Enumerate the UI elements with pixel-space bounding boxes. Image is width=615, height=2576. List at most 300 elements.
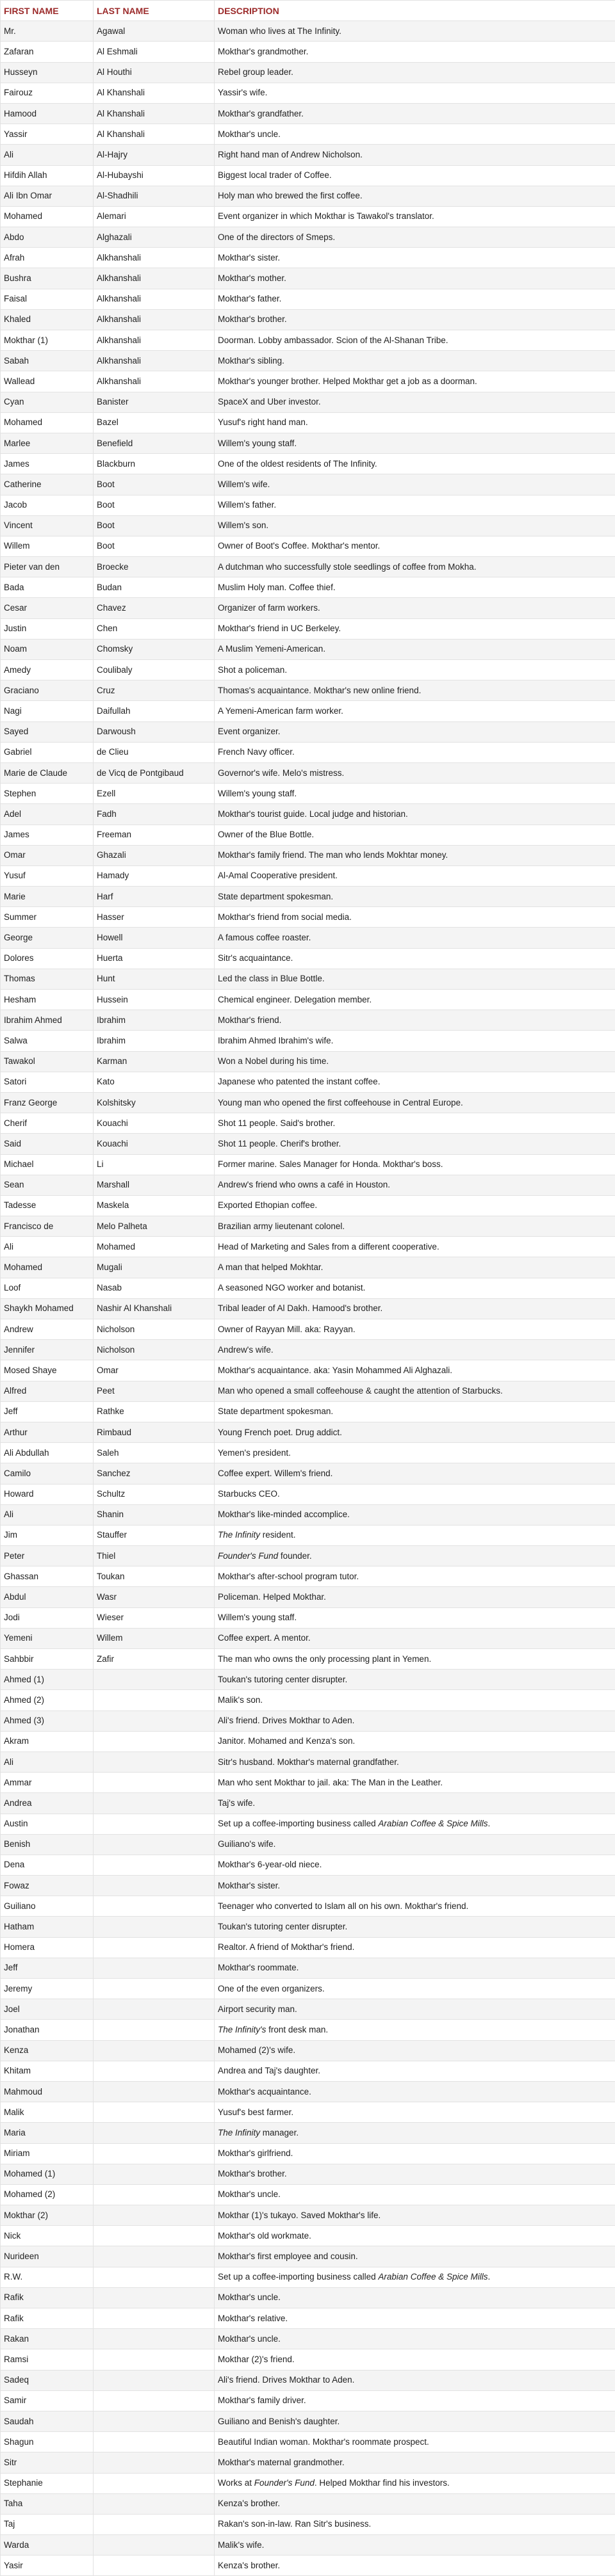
description-cell: Mokthar's grandmother. [215,42,615,62]
table-row [1,721,615,742]
table-row [1,969,615,989]
table-row [1,103,615,124]
last-name-cell [94,1731,215,1751]
description-cell: Owner of Boot's Coffee. Mokthar's mentor. [215,536,615,556]
table-row [1,1607,615,1628]
last-name-cell [94,2081,215,2102]
last-name-cell: Melo Palheta [94,1216,215,1237]
table-row [1,2246,615,2267]
table-row [1,1401,615,1422]
first-name-cell: Cesar [1,598,94,618]
description-cell: Tribal leader of Al Dakh. Hamood's brother. [215,1298,615,1319]
first-name-cell: Taj [1,2514,94,2534]
description-cell: Mokthar's roommate. [215,1958,615,1978]
description-cell: Sitr's husband. Mokthar's maternal grandfather. [215,1751,615,1772]
last-name-cell: Al Khanshali [94,103,215,124]
description-cell: Mokthar's grandfather. [215,103,615,124]
last-name-cell: Marshall [94,1175,215,1195]
description-cell: Man who sent Mokthar to jail. aka: The Man in the Leather. [215,1773,615,1793]
description-cell: Mokthar's friend. [215,1010,615,1031]
description-cell: Mokthar's acquaintance. [215,2081,615,2102]
table-row [1,1051,615,1072]
table-row [1,557,615,577]
table-row [1,1031,615,1051]
last-name-cell: Mugali [94,1257,215,1278]
last-name-cell: Zafir [94,1649,215,1670]
description-cell: Ibrahim Ahmed Ibrahim's wife. [215,1031,615,1051]
description-cell: Willem's young staff. [215,433,615,453]
table-row [1,1340,615,1360]
table-row [1,598,615,618]
first-name-cell: Alfred [1,1381,94,1401]
table-row [1,248,615,268]
italic-title: The Infinity's [218,2025,266,2034]
last-name-cell: Alkhanshali [94,371,215,392]
description-cell: Willem's wife. [215,474,615,495]
last-name-cell: Ezell [94,784,215,804]
first-name-cell: Ali [1,145,94,165]
table-row [1,392,615,412]
first-name-cell: Yemeni [1,1628,94,1648]
table-row [1,1113,615,1134]
first-name-cell: Vincent [1,515,94,536]
description-cell: Andrea and Taj's daughter. [215,2061,615,2081]
table-row [1,1504,615,1525]
last-name-cell: Chen [94,618,215,639]
description-cell: Chemical engineer. Delegation member. [215,990,615,1010]
last-name-cell: Peet [94,1381,215,1401]
table-row [1,1979,615,1999]
first-name-cell: R.W. [1,2267,94,2287]
description-cell: Exported Ethopian coffee. [215,1195,615,1216]
first-name-cell: Mosed Shaye [1,1360,94,1381]
italic-title: Founder's Fund [254,2478,315,2488]
last-name-cell: Boot [94,515,215,536]
first-name-cell: Adel [1,804,94,825]
description-cell: Former marine. Sales Manager for Honda. Mokthar's boss. [215,1154,615,1175]
last-name-cell: Al-Shadhili [94,186,215,206]
last-name-cell: Alkhanshali [94,351,215,371]
first-name-cell: Hatham [1,1917,94,1937]
table-row [1,639,615,659]
first-name-cell: Kenza [1,2040,94,2061]
last-name-cell [94,1690,215,1711]
first-name-cell: James [1,454,94,474]
table-row [1,1670,615,1690]
first-name-cell: Ahmed (3) [1,1711,94,1731]
first-name-cell: Ibrahim Ahmed [1,1010,94,1031]
last-name-cell [94,2349,215,2370]
last-name-cell: Cruz [94,680,215,701]
description-cell: Young man who opened the first coffeehouse in Central Europe. [215,1092,615,1113]
first-name-cell: Loof [1,1278,94,1298]
last-name-cell: Chavez [94,598,215,618]
last-name-header: LAST NAME [94,1,215,21]
last-name-cell: Ibrahim [94,1010,215,1031]
description-cell: Mokthar's uncle. [215,2287,615,2308]
first-name-cell: Sadeq [1,2370,94,2390]
last-name-cell: Wasr [94,1587,215,1607]
last-name-cell: Budan [94,577,215,598]
italic-title: Arabian Coffee & Spice Mills [378,1819,488,1828]
last-name-cell: Broecke [94,557,215,577]
table-row [1,2123,615,2143]
description-cell: Policeman. Helped Mokthar. [215,1587,615,1607]
description-cell: Yusuf's best farmer. [215,2102,615,2123]
description-cell: Mokthar's friend from social media. [215,907,615,928]
last-name-cell: Saleh [94,1443,215,1463]
first-name-cell: Mohamed [1,206,94,227]
last-name-cell [94,1979,215,1999]
description-cell: Set up a coffee-importing business called Arabian Coffee & Spice Mills. [215,2267,615,2287]
last-name-cell: Schultz [94,1484,215,1504]
description-cell: Teenager who converted to Islam all on his own. Mokthar's friend. [215,1896,615,1917]
table-row [1,454,615,474]
last-name-cell: Howell [94,928,215,948]
first-name-cell: Dolores [1,948,94,969]
table-row [1,845,615,865]
last-name-cell: Wieser [94,1607,215,1628]
table-row [1,2473,615,2493]
last-name-cell [94,1937,215,1958]
last-name-cell [94,2308,215,2329]
first-name-cell: Faisal [1,289,94,309]
last-name-cell: Rathke [94,1401,215,1422]
first-name-cell: Mohamed (2) [1,2184,94,2205]
table-row [1,227,615,248]
description-cell: A Yemeni-American farm worker. [215,701,615,721]
first-name-cell: Rakan [1,2329,94,2349]
table-row [1,1010,615,1031]
first-name-cell: Andrea [1,1793,94,1814]
first-name-cell: Joel [1,1999,94,2020]
first-name-cell: Jeff [1,1958,94,1978]
description-cell: Mokthar (2)'s friend. [215,2349,615,2370]
first-name-cell: Ali [1,1504,94,1525]
table-row [1,330,615,351]
last-name-cell [94,1814,215,1834]
description-cell: Set up a coffee-importing business called Arabian Coffee & Spice Mills. [215,1814,615,1834]
description-cell: Mokthar's brother. [215,2164,615,2184]
table-row [1,1917,615,1937]
first-name-cell: Marie [1,887,94,907]
description-cell: Mokthar's relative. [215,2308,615,2329]
description-cell: Yassir's wife. [215,83,615,103]
last-name-cell [94,2040,215,2061]
first-name-cell: Jeff [1,1401,94,1422]
last-name-cell: Boot [94,474,215,495]
first-name-cell: Cyan [1,392,94,412]
description-cell: Mokthar's first employee and cousin. [215,2246,615,2267]
first-name-cell: Shaykh Mohamed [1,1298,94,1319]
first-name-cell: Guiliano [1,1896,94,1917]
table-row [1,2452,615,2473]
italic-title: The Infinity [218,2128,260,2137]
first-name-cell: Willem [1,536,94,556]
table-row [1,2493,615,2514]
description-cell: Andrew's friend who owns a café in Houston. [215,1175,615,1195]
last-name-cell: Omar [94,1360,215,1381]
last-name-cell: Boot [94,536,215,556]
last-name-cell: Kouachi [94,1134,215,1154]
last-name-cell: Kato [94,1072,215,1092]
description-cell: One of the even organizers. [215,1979,615,1999]
last-name-cell: Agawal [94,21,215,42]
first-name-cell: Michael [1,1154,94,1175]
first-name-cell: Gabriel [1,742,94,762]
first-name-cell: Rafik [1,2287,94,2308]
last-name-cell: Huerta [94,948,215,969]
table-row [1,83,615,103]
description-cell: Head of Marketing and Sales from a different cooperative. [215,1237,615,1257]
description-cell: Rebel group leader. [215,62,615,83]
last-name-cell [94,2205,215,2226]
description-cell: Mokthar's like-minded accomplice. [215,1504,615,1525]
table-row [1,660,615,680]
first-name-cell: Akram [1,1731,94,1751]
first-name-cell: Arthur [1,1422,94,1442]
italic-title: The Infinity [218,1530,260,1540]
first-name-cell: Miriam [1,2143,94,2164]
last-name-cell: Boot [94,495,215,515]
first-name-cell: Saudah [1,2411,94,2431]
last-name-cell: Maskela [94,1195,215,1216]
table-row [1,1855,615,1875]
last-name-cell [94,1855,215,1875]
table-row [1,536,615,556]
table-row [1,62,615,83]
description-cell: Mokthar (1)'s tukayo. Saved Mokthar's life. [215,2205,615,2226]
last-name-cell: Nicholson [94,1340,215,1360]
description-cell: Japanese who patented the instant coffee. [215,1072,615,1092]
description-cell: A dutchman who successfully stole seedlings of coffee from Mokha. [215,557,615,577]
last-name-cell: de Clieu [94,742,215,762]
table-row [1,2184,615,2205]
first-name-cell: Homera [1,1937,94,1958]
description-cell: A seasoned NGO worker and botanist. [215,1278,615,1298]
description-cell: Holy man who brewed the first coffee. [215,186,615,206]
first-name-cell: Bushra [1,268,94,289]
first-name-cell: Graciano [1,680,94,701]
last-name-cell: Daifullah [94,701,215,721]
first-name-cell: Catherine [1,474,94,495]
last-name-cell [94,2493,215,2514]
table-row [1,2349,615,2370]
last-name-cell: Banister [94,392,215,412]
first-name-cell: Justin [1,618,94,639]
table-row [1,289,615,309]
header-row [1,1,615,21]
description-cell: Mokthar's sister. [215,248,615,268]
last-name-cell: Toukan [94,1566,215,1587]
last-name-cell: Bazel [94,412,215,433]
table-row [1,1999,615,2020]
last-name-cell [94,2020,215,2040]
table-row [1,1092,615,1113]
description-cell: Mokthar's tourist guide. Local judge and historian. [215,804,615,825]
first-name-cell: James [1,825,94,845]
first-name-cell: Malik [1,2102,94,2123]
first-name-cell: Ahmed (1) [1,1670,94,1690]
table-row [1,2226,615,2246]
first-name-cell: Mohamed [1,412,94,433]
last-name-cell: Alemari [94,206,215,227]
last-name-cell [94,2143,215,2164]
italic-title: Founder's Fund [218,1551,278,1561]
last-name-cell: Coulibaly [94,660,215,680]
last-name-cell [94,2287,215,2308]
description-cell: Mokthar's family driver. [215,2390,615,2411]
last-name-cell: de Vicq de Pontgibaud [94,762,215,783]
last-name-cell [94,2535,215,2556]
table-row [1,1257,615,1278]
table-row [1,1566,615,1587]
table-row [1,1834,615,1855]
last-name-cell [94,1711,215,1731]
table-row [1,412,615,433]
first-name-cell: Yasir [1,2556,94,2576]
last-name-cell [94,1876,215,1896]
first-name-cell: Hamood [1,103,94,124]
last-name-cell: Ibrahim [94,1031,215,1051]
description-cell: Mokthar's friend in UC Berkeley. [215,618,615,639]
table-row [1,515,615,536]
last-name-cell: Mohamed [94,1237,215,1257]
description-cell: Founder's Fund founder. [215,1546,615,1566]
table-row [1,948,615,969]
first-name-cell: Pieter van den [1,557,94,577]
first-name-cell: Thomas [1,969,94,989]
table-row [1,1773,615,1793]
first-name-cell: Ali Abdullah [1,1443,94,1463]
description-cell: Janitor. Mohamed and Kenza's son. [215,1731,615,1751]
description-cell: Right hand man of Andrew Nicholson. [215,145,615,165]
description-cell: Starbucks CEO. [215,1484,615,1504]
table-row [1,1690,615,1711]
first-name-cell: Tadesse [1,1195,94,1216]
first-name-cell: Husseyn [1,62,94,83]
last-name-cell: Stauffer [94,1525,215,1545]
description-cell: SpaceX and Uber investor. [215,392,615,412]
table-row [1,1195,615,1216]
first-name-cell: Afrah [1,248,94,268]
table-body [1,21,615,2576]
description-cell: Shot a policeman. [215,660,615,680]
table-row [1,2081,615,2102]
description-cell: Doorman. Lobby ambassador. Scion of the Al-Shanan Tribe. [215,330,615,351]
description-cell: Brazilian army lieutenant colonel. [215,1216,615,1237]
last-name-cell [94,2226,215,2246]
table-row [1,124,615,145]
table-row [1,1958,615,1978]
description-cell: Mokthar's girlfriend. [215,2143,615,2164]
table-row [1,2411,615,2431]
last-name-cell: Nashir Al Khanshali [94,1298,215,1319]
last-name-cell: Al-Hubayshi [94,165,215,186]
first-name-header: FIRST NAME [1,1,94,21]
table-row [1,1711,615,1731]
description-cell: Owner of Rayyan Mill. aka: Rayyan. [215,1319,615,1340]
last-name-cell: Kouachi [94,1113,215,1134]
last-name-cell: Alghazali [94,227,215,248]
first-name-cell: Franz George [1,1092,94,1113]
table-row [1,2040,615,2061]
last-name-cell: Hasser [94,907,215,928]
table-row [1,1278,615,1298]
last-name-cell: Alkhanshali [94,268,215,289]
table-row [1,825,615,845]
description-cell: Malik's son. [215,1690,615,1711]
description-cell: Al-Amal Cooperative president. [215,865,615,886]
description-cell: Ali's friend. Drives Mokthar to Aden. [215,1711,615,1731]
description-cell: A man that helped Mokhtar. [215,1257,615,1278]
table-row [1,2020,615,2040]
table-row [1,1237,615,1257]
first-name-cell: Fowaz [1,1876,94,1896]
first-name-cell: Rafik [1,2308,94,2329]
first-name-cell: Abdul [1,1587,94,1607]
last-name-cell: Kolshitsky [94,1092,215,1113]
table-row [1,165,615,186]
description-cell: Governor's wife. Melo's mistress. [215,762,615,783]
table-row [1,887,615,907]
last-name-cell [94,1793,215,1814]
first-name-cell: Samir [1,2390,94,2411]
last-name-cell: Hamady [94,865,215,886]
description-cell: Mokthar's uncle. [215,2184,615,2205]
last-name-cell [94,1751,215,1772]
table-row [1,1587,615,1607]
table-row [1,42,615,62]
last-name-cell [94,2411,215,2431]
table-row [1,2267,615,2287]
first-name-cell: Fairouz [1,83,94,103]
table-row [1,1793,615,1814]
first-name-cell: Khitam [1,2061,94,2081]
table-row [1,907,615,928]
table-row [1,865,615,886]
description-cell: Mokthar's family friend. The man who lends Mokhtar money. [215,845,615,865]
table-row [1,206,615,227]
first-name-cell: Hesham [1,990,94,1010]
description-cell: Rakan's son-in-law. Ran Sitr's business. [215,2514,615,2534]
last-name-cell: Sanchez [94,1463,215,1484]
description-cell: Woman who lives at The Infinity. [215,21,615,42]
table-row [1,2514,615,2534]
table-row [1,2329,615,2349]
first-name-cell: Wallead [1,371,94,392]
description-cell: Biggest local trader of Coffee. [215,165,615,186]
description-cell: Willem's father. [215,495,615,515]
table-row [1,2390,615,2411]
table-row [1,1154,615,1175]
last-name-cell [94,2061,215,2081]
description-cell: Won a Nobel during his time. [215,1051,615,1072]
last-name-cell: Hunt [94,969,215,989]
first-name-cell: Amedy [1,660,94,680]
first-name-cell: Sitr [1,2452,94,2473]
first-name-cell: Khaled [1,309,94,330]
table-row [1,1463,615,1484]
first-name-cell: Taha [1,2493,94,2514]
last-name-cell: Thiel [94,1546,215,1566]
table-row [1,1216,615,1237]
first-name-cell: Camilo [1,1463,94,1484]
last-name-cell: Alkhanshali [94,289,215,309]
last-name-cell: Alkhanshali [94,248,215,268]
first-name-cell: Omar [1,845,94,865]
table-row [1,495,615,515]
